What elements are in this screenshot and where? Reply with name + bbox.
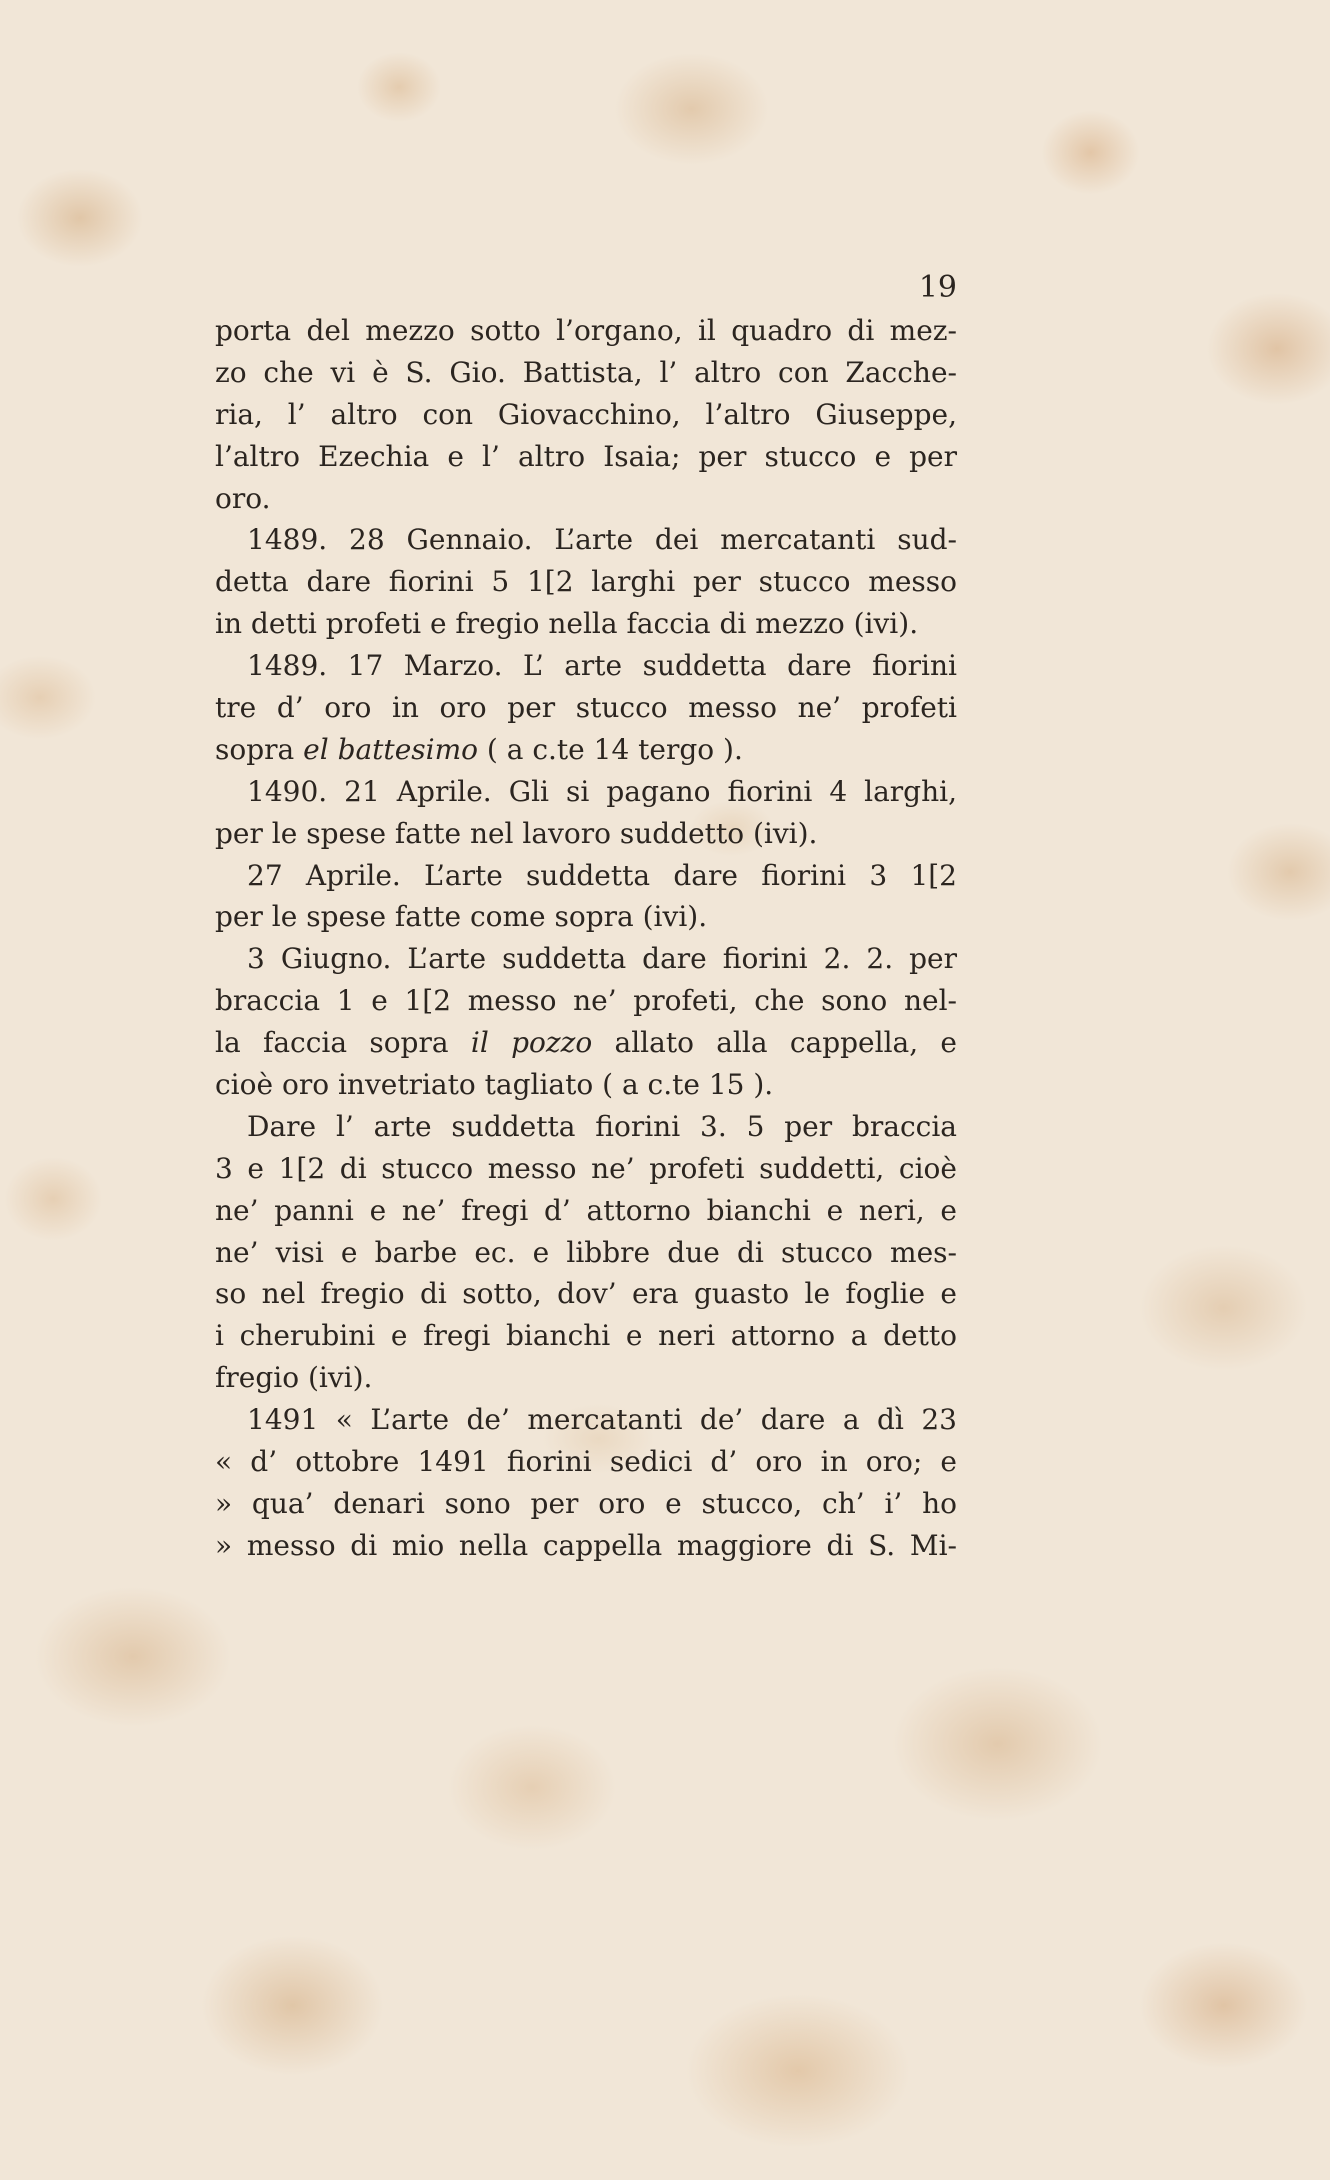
text-line-end: allato alla cappella, e [592, 1026, 957, 1060]
text-line: l’altro Ezechia e l’ altro Isaia; per stucco e per [215, 439, 957, 473]
text-line [215, 1022, 957, 1064]
text-line: per le spese fatte nel lavoro suddetto (ivi). [215, 816, 818, 850]
text-line-start: la faccia sopra [215, 1026, 471, 1060]
text-line: 3 e 1[2 di stucco messo ne’ profeti suddetti, cioè [215, 1151, 957, 1185]
text-line: « d’ ottobre 1491 fiorini sedici d’ oro in oro; e [215, 1445, 957, 1479]
text-line [215, 729, 957, 771]
text-line: oro. [215, 481, 271, 515]
italic-phrase: el battesimo [303, 732, 478, 766]
page-number: 19 [918, 270, 957, 305]
text-line: 27 Aprile. L’arte suddetta dare fiorini 3 1[2 [247, 858, 957, 892]
text-line: i cherubini e fregi bianchi e neri attorno a detto [215, 1319, 957, 1353]
text-line: » messo di mio nella cappella maggiore di S. Mi- [215, 1528, 957, 1562]
text-line: zo che vi è S. Gio. Battista, l’ altro con Zacche- [215, 355, 957, 389]
text-line: 1489. 17 Marzo. L’ arte suddetta dare fiorini [247, 649, 957, 683]
text-line: Dare l’ arte suddetta fiorini 3. 5 per braccia [247, 1109, 957, 1143]
text-line: 1491 « L’arte de’ mercatanti de’ dare a dì 23 [247, 1403, 957, 1437]
text-line: 3 Giugno. L’arte suddetta dare fiorini 2. 2. per [247, 942, 957, 976]
text-line: 1489. 28 Gennaio. L’arte dei mercatanti sud- [247, 523, 957, 557]
italic-phrase: il pozzo [470, 1026, 593, 1060]
text-line: tre d’ oro in oro per stucco messo ne’ profeti [215, 691, 957, 725]
text-line: in detti profeti e fregio nella faccia di mezzo (ivi). [215, 607, 919, 641]
text-line: per le spese fatte come sopra (ivi). [215, 900, 708, 934]
text-line: so nel fregio di sotto, dov’ era guasto le foglie e [215, 1277, 957, 1311]
text-line: braccia 1 e 1[2 messo ne’ profeti, che sono nel- [215, 984, 957, 1018]
text-line-start: sopra [215, 732, 304, 766]
text-line: fregio (ivi). [215, 1361, 373, 1395]
text-line: cioè oro invetriato tagliato ( a c.te 15 ). [215, 1068, 774, 1102]
text-line: ne’ visi e barbe ec. e libbre due di stucco mes- [215, 1235, 957, 1269]
page-text-body [215, 310, 957, 1567]
text-line: » qua’ denari sono per oro e stucco, ch’ i’ ho [215, 1486, 957, 1520]
text-line-end: ( a c.te 14 tergo ). [478, 732, 743, 766]
text-line: porta del mezzo sotto l’organo, il quadro di mez- [215, 314, 957, 347]
text-line: ne’ panni e ne’ fregi d’ attorno bianchi e neri, e [215, 1193, 957, 1227]
text-line: ria, l’ altro con Giovacchino, l’altro Giuseppe, [215, 397, 957, 431]
text-line: detta dare fiorini 5 1[2 larghi per stucco messo [215, 565, 957, 599]
text-line: 1490. 21 Aprile. Gli si pagano fiorini 4 larghi, [247, 774, 957, 808]
